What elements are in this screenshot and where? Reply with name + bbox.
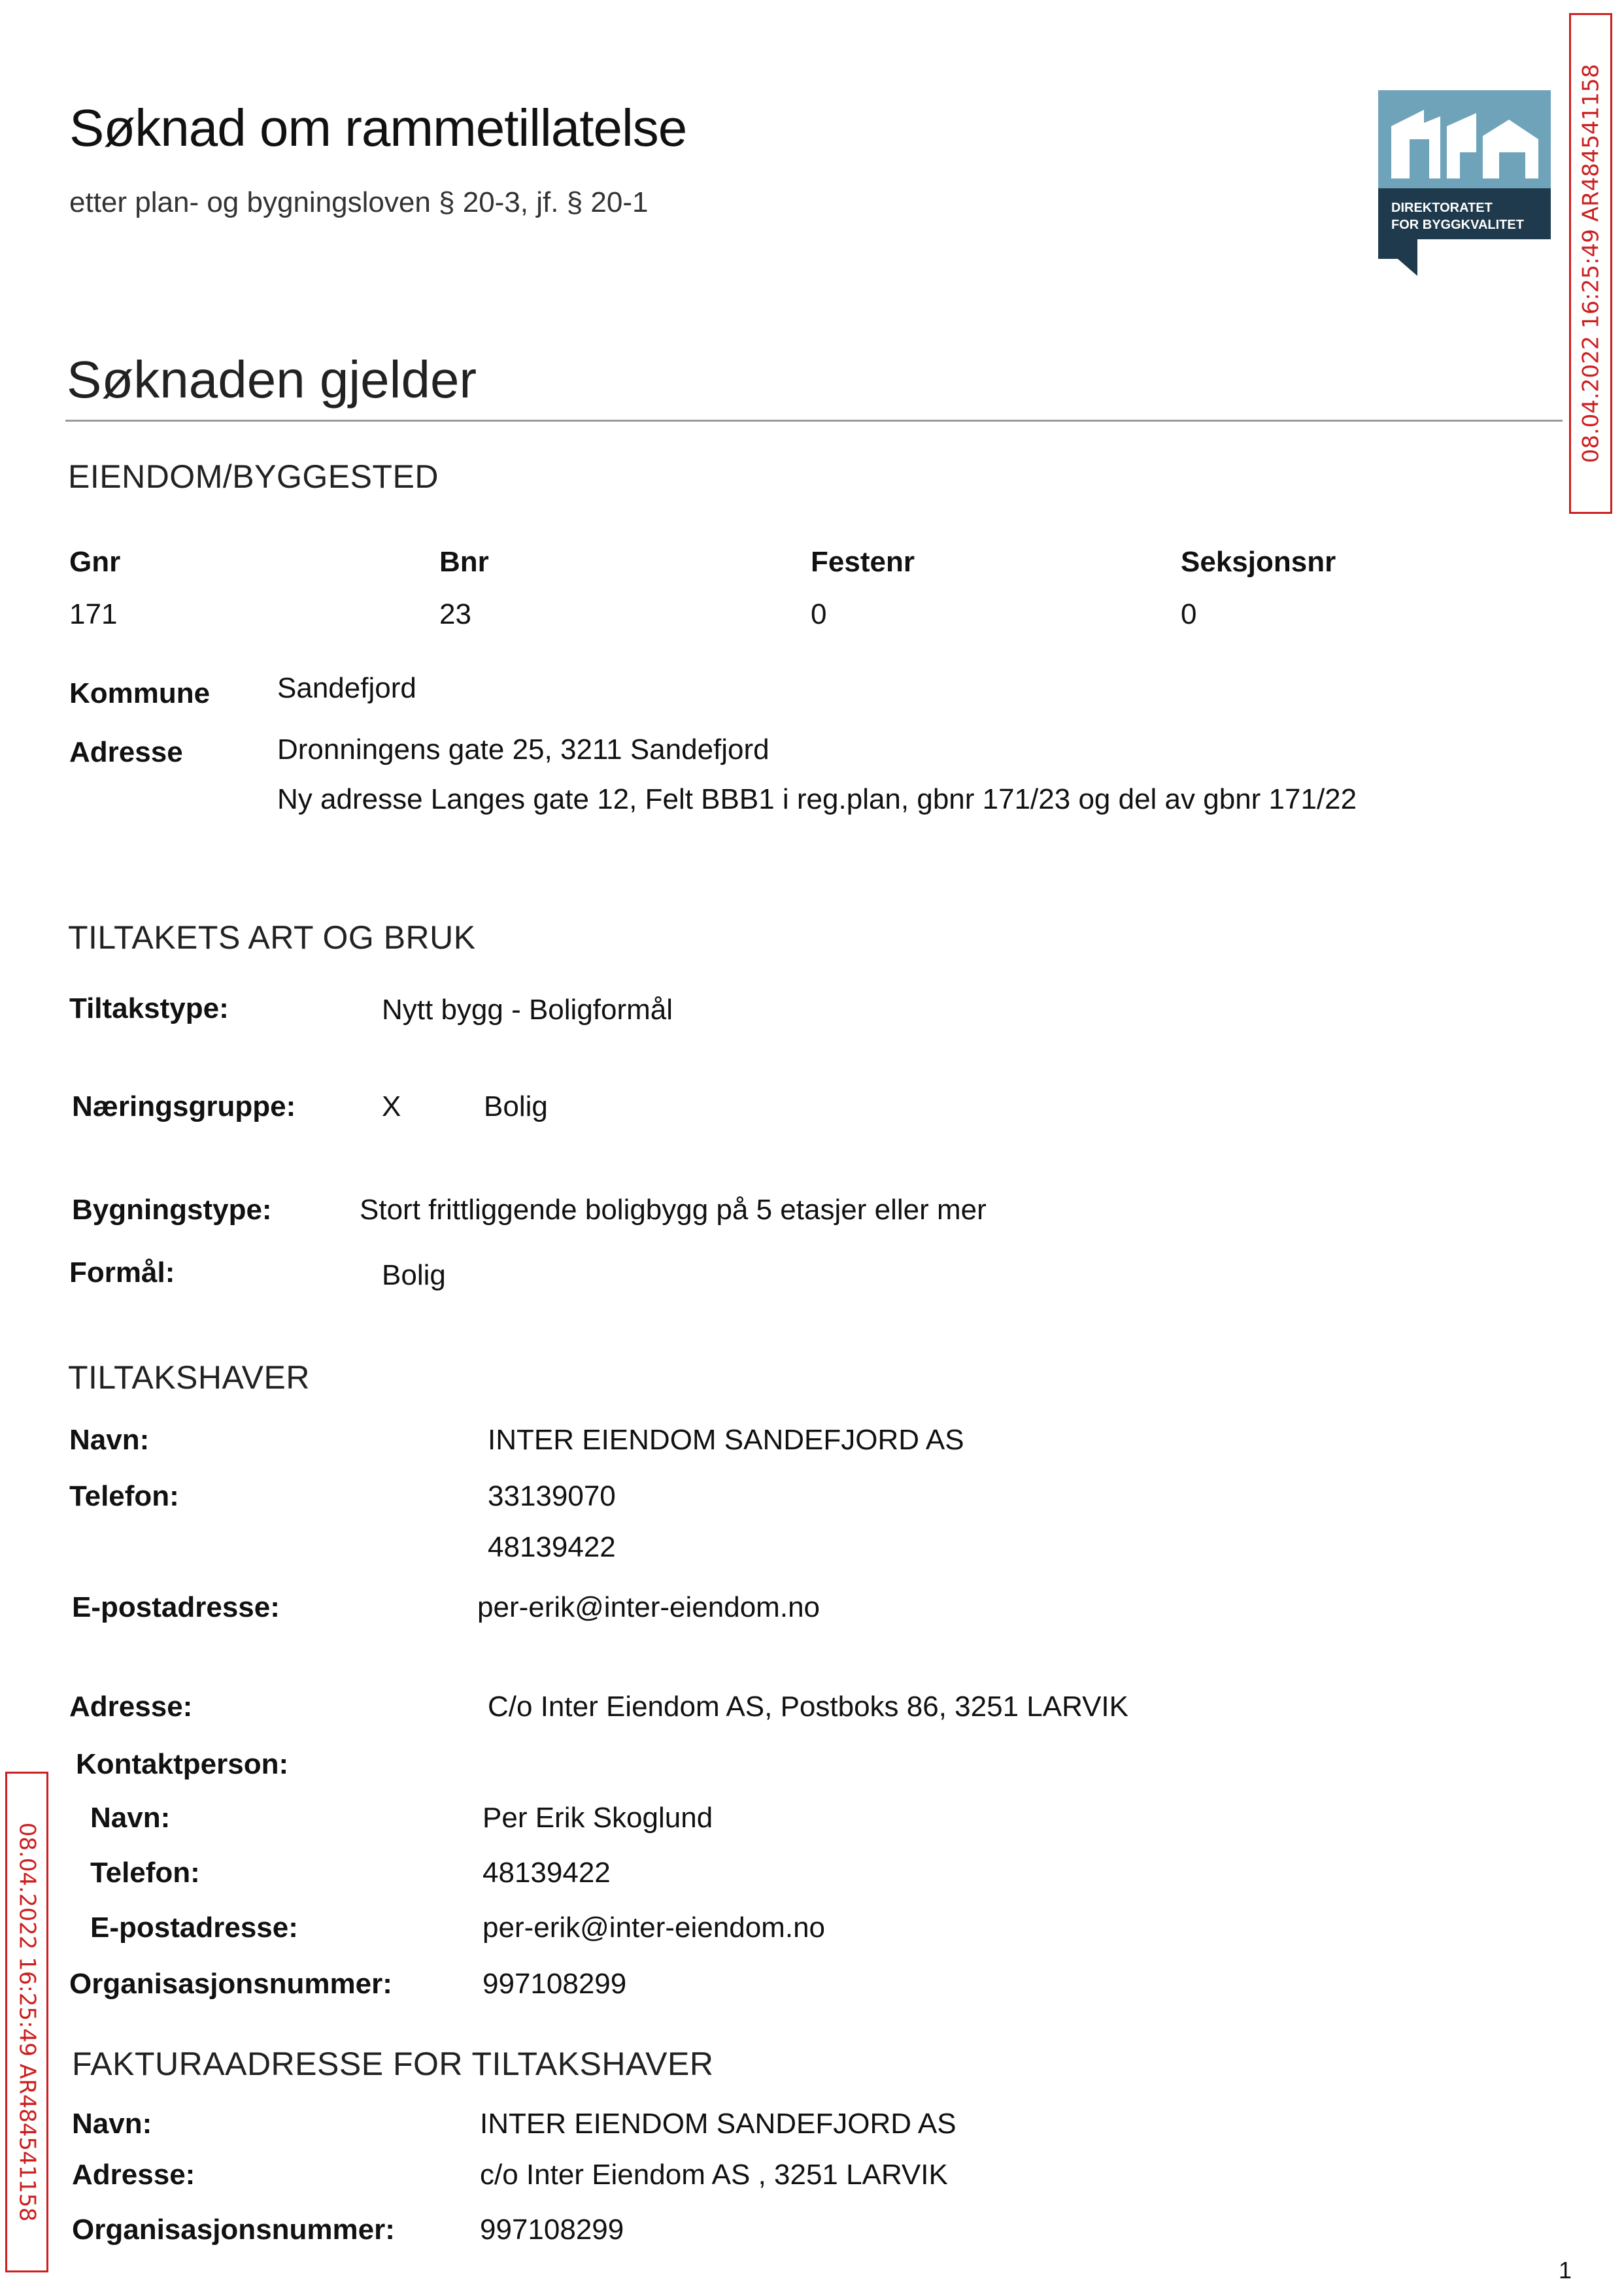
faktura-orgnr-value: 997108299: [480, 2214, 624, 2246]
tiltakstype-value: Nytt bygg - Boligformål: [382, 994, 673, 1026]
adresse-line1: Dronningens gate 25, 3211 Sandefjord: [277, 734, 770, 766]
faktura-adresse-value: c/o Inter Eiendom AS , 3251 LARVIK: [480, 2159, 948, 2191]
faktura-navn-label: Navn:: [72, 2108, 152, 2140]
main-heading: Søknaden gjelder: [67, 350, 477, 409]
tiltakshaver-navn-label: Navn:: [69, 1424, 150, 1456]
page-number: 1: [1558, 2257, 1572, 2284]
faktura-orgnr-label: Organisasjonsnummer:: [72, 2214, 395, 2246]
gnr-label: Gnr: [69, 546, 121, 578]
formaal-label: Formål:: [69, 1257, 175, 1289]
document-subtitle: etter plan- og bygningsloven § 20-3, jf. § 20-1: [69, 186, 649, 218]
tiltakshaver-orgnr-label: Organisasjonsnummer:: [69, 1968, 392, 2000]
tiltakshaver-adresse-value: C/o Inter Eiendom AS, Postboks 86, 3251 LARVIK: [488, 1691, 1128, 1723]
tiltakshaver-telefon1: 33139070: [488, 1480, 616, 1512]
kontaktperson-epost-label: E-postadresse:: [90, 1912, 298, 1944]
faktura-navn-value: INTER EIENDOM SANDEFJORD AS: [480, 2108, 956, 2140]
document-title: Søknad om rammetillatelse: [69, 99, 687, 157]
timestamp-stamp-left: 08.04.2022 16:25:49 AR484541158: [5, 1772, 48, 2272]
section-title-faktura: FAKTURAADRESSE FOR TILTAKSHAVER: [72, 2046, 714, 2082]
gnr-value: 171: [69, 598, 118, 630]
seksjonsnr-label: Seksjonsnr: [1181, 546, 1336, 578]
tiltakshaver-telefon2: 48139422: [488, 1531, 616, 1563]
heading-divider: [65, 420, 1563, 422]
kontaktperson-telefon-value: 48139422: [482, 1857, 611, 1889]
kontaktperson-label: Kontaktperson:: [76, 1748, 289, 1780]
bygningstype-value: Stort frittliggende boligbygg på 5 etasjer eller mer: [360, 1194, 987, 1226]
tiltakshaver-adresse-label: Adresse:: [69, 1691, 193, 1723]
formaal-value: Bolig: [382, 1259, 446, 1291]
tiltakshaver-epost-value: per-erik@inter-eiendom.no: [477, 1591, 820, 1623]
kontaktperson-navn-value: Per Erik Skoglund: [482, 1802, 713, 1834]
kommune-value: Sandefjord: [277, 672, 416, 704]
tiltakshaver-telefon-label: Telefon:: [69, 1480, 179, 1512]
section-title-tiltakshaver: TILTAKSHAVER: [68, 1359, 310, 1396]
naeringsgruppe-label: Næringsgruppe:: [72, 1090, 296, 1122]
timestamp-stamp-right: 08.04.2022 16:25:49 AR484541158: [1569, 13, 1612, 514]
section-title-tiltak: TILTAKETS ART OG BRUK: [68, 919, 476, 956]
naeringsgruppe-code: X: [382, 1090, 401, 1122]
festenr-label: Festenr: [811, 546, 915, 578]
kontaktperson-navn-label: Navn:: [90, 1802, 171, 1834]
dibk-logo: [1378, 90, 1551, 276]
tiltakshaver-orgnr-value: 997108299: [482, 1968, 627, 2000]
kontaktperson-telefon-label: Telefon:: [90, 1857, 200, 1889]
kontaktperson-epost-value: per-erik@inter-eiendom.no: [482, 1912, 826, 1944]
bnr-value: 23: [439, 598, 471, 630]
bnr-label: Bnr: [439, 546, 489, 578]
tiltakshaver-navn-value: INTER EIENDOM SANDEFJORD AS: [488, 1424, 964, 1456]
adresse-line2: Ny adresse Langes gate 12, Felt BBB1 i reg.plan, gbnr 171/23 og del av gbnr 171/22: [277, 783, 1357, 815]
logo-text-line2: FOR BYGGKVALITET: [1391, 218, 1524, 232]
tiltakstype-label: Tiltakstype:: [69, 992, 229, 1024]
naeringsgruppe-value: Bolig: [484, 1090, 548, 1122]
festenr-value: 0: [811, 598, 827, 630]
kommune-label: Kommune: [69, 677, 211, 709]
section-title-property: EIENDOM/BYGGESTED: [68, 458, 439, 495]
seksjonsnr-value: 0: [1181, 598, 1197, 630]
tiltakshaver-epost-label: E-postadresse:: [72, 1591, 280, 1623]
bygningstype-label: Bygningstype:: [72, 1194, 272, 1226]
adresse-label: Adresse: [69, 736, 183, 768]
faktura-adresse-label: Adresse:: [72, 2159, 195, 2191]
logo-text-line1: DIREKTORATET: [1391, 201, 1493, 215]
